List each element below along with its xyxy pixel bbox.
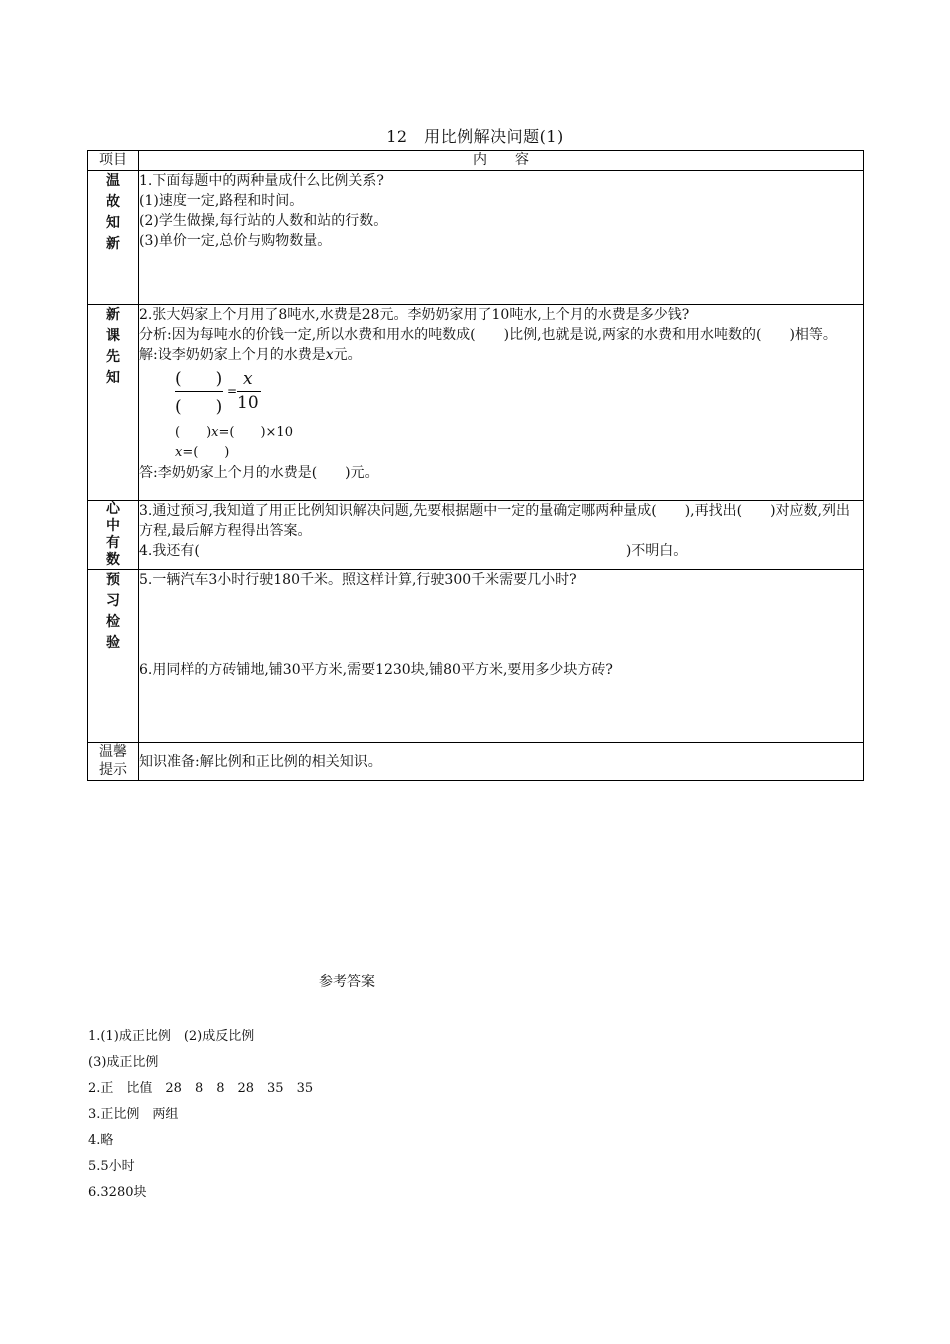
question-5: 5.一辆汽车3小时行驶180千米。照这样计算,行驶300千米需要几小时?: [139, 572, 577, 588]
fraction-denominator-blank: ( ): [175, 397, 223, 417]
section-label: 温故知新: [88, 171, 139, 305]
answer-item: 2.正 比值 28 8 8 28 35 35: [88, 1081, 314, 1096]
answers-title: 参考答案: [319, 974, 375, 990]
answer-item: (3)成正比例: [88, 1055, 159, 1070]
section-label: 心中有数: [88, 501, 139, 570]
answer-item: 1.(1)成正比例 (2)成反比例: [88, 1029, 255, 1044]
question-1-3: (3)单价一定,总价与购物数量。: [139, 233, 332, 249]
answer-item: 6.3280块: [88, 1185, 147, 1200]
section-tip: [88, 743, 864, 781]
fraction-bar: [175, 391, 223, 392]
page-title: 12 用比例解决问题(1): [386, 127, 564, 146]
equation-line-2: x=( ): [175, 445, 230, 460]
solve-line: 解:设李奶奶家上个月的水费是x元。: [139, 347, 362, 363]
header-item: 项目: [88, 151, 139, 171]
section-label: 预习检验: [88, 570, 139, 743]
equals-sign: =: [227, 384, 238, 398]
section-content: [139, 501, 864, 570]
section-content: [139, 570, 864, 743]
section-check: [88, 570, 864, 743]
equation-line-1: ( )x=( )×10: [175, 425, 293, 440]
question-4: 4.我还有( )不明白。: [139, 543, 688, 559]
section-mind: [88, 501, 864, 570]
section-content: [139, 305, 864, 501]
question-6: 6.用同样的方砖铺地,铺30平方米,需要1230块,铺80平方米,要用多少块方砖?: [139, 662, 613, 678]
question-1: 1.下面每题中的两种量成什么比例关系?: [139, 173, 384, 189]
section-content: [139, 171, 864, 305]
section-content: [139, 743, 864, 781]
tip-text: 知识准备:解比例和正比例的相关知识。: [139, 753, 382, 770]
analysis-text: 分析:因为每吨水的价钱一定,所以水费和用水的吨数成( )比例,也就是说,两家的水费和用水吨数的( )相等。: [139, 327, 837, 343]
worksheet-table: [87, 150, 864, 781]
answers-list: [88, 1024, 313, 1206]
fraction-bar: [237, 391, 261, 392]
answer-line: 答:李奶奶家上个月的水费是( )元。: [139, 465, 379, 481]
section-label: 温馨提示: [88, 743, 139, 781]
fraction-numerator-blank: ( ): [175, 369, 223, 389]
fraction-denominator-10: 10: [237, 393, 259, 413]
section-new-lesson: [88, 305, 864, 501]
question-3: 3.通过预习,我知道了用正比例知识解决问题,先要根据题中一定的量确定哪两种量成( ),再找出( )对应数,列出方程,最后解方程得出答案。: [139, 503, 851, 539]
answer-item: 5.5小时: [88, 1159, 135, 1174]
section-label: 新课先知: [88, 305, 139, 501]
header-content: 内 容: [139, 151, 864, 171]
question-1-2: (2)学生做操,每行站的人数和站的行数。: [139, 213, 388, 229]
header-row: [88, 151, 864, 171]
proportion-equation: [139, 369, 863, 421]
fraction-numerator-x: x: [243, 369, 253, 389]
section-review: [88, 171, 864, 305]
answer-item: 4.略: [88, 1133, 114, 1148]
question-2: 2.张大妈家上个月用了8吨水,水费是28元。李奶奶家用了10吨水,上个月的水费是多少钱?: [139, 307, 690, 323]
question-1-1: (1)速度一定,路程和时间。: [139, 193, 304, 209]
answer-item: 3.正比例 两组: [88, 1107, 179, 1122]
